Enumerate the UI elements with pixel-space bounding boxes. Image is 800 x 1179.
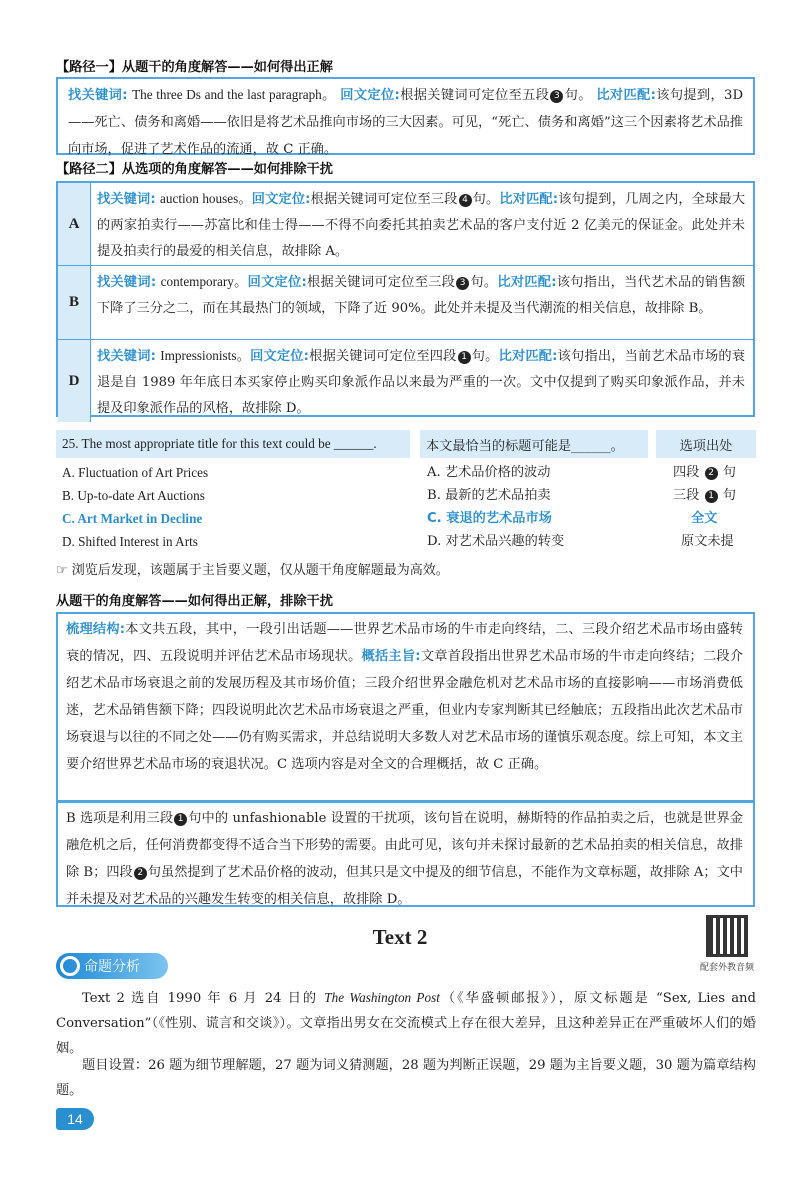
source-publication: The Washington Post (324, 990, 440, 1005)
sentence-number-badge: 2 (134, 867, 147, 880)
loc-text: 根据关键词可定位至四段 (308, 349, 457, 364)
kw-text: contemporary (160, 274, 234, 289)
loc-end: 句。 (472, 192, 500, 207)
loc-end: 句。 (471, 349, 499, 364)
match-label: 比对匹配: (498, 349, 558, 364)
kw-text: Impressionists (160, 348, 237, 363)
kw-end: 。 (321, 88, 336, 103)
row-content: 找关键词: auction houses。回文定位:根据关键词可定位至三段 4 句。比对匹配:该句提到，几周之内，全球最大的两家拍卖行——苏富比和佳士得——不得不向委托其拍卖艺术品的客户支付近 2 亿美元的保证金。此处并未提及拍卖行的最爱的相关信息，故排除 A。 (97, 191, 746, 259)
text2-intro-paragraph (56, 985, 756, 1061)
row-label: B (58, 265, 91, 339)
option-cn: B. 最新的艺术品拍卖 (427, 488, 551, 503)
elimination-box (56, 801, 755, 907)
match-label: 比对匹配: (497, 275, 557, 290)
page-number: 14 (56, 1108, 94, 1130)
row-label: D (58, 339, 91, 422)
loc-label: 回文定位: (247, 275, 307, 290)
row-label: A (58, 183, 91, 265)
search-icon (60, 956, 80, 976)
theme-label: 概括主旨: (361, 649, 421, 664)
match-label: 比对匹配: (499, 192, 559, 207)
match-text: 该句提到，3D——死亡、债务和离婚——依旧是将艺术品推向市场的三大因素。可见，“死亡、债务和离婚”这三个因素将艺术品推向市场，促进了艺术作品的流通，故 C 正确。 (68, 88, 744, 157)
loc-label: 回文定位: (251, 192, 311, 207)
intro-text-a: Text 2 选自 1990 年 6 月 24 日的 (82, 991, 325, 1006)
option-source-text: 三段 (673, 488, 700, 503)
intro-text-b: （《华盛顿邮报》），原文标题是 “Sex, Lies and Conversation”（《性别、谎言和交谈》）。文章指出男女在交流模式上存在很大差异，且这种差异正在严重破坏人们的婚姻。 (56, 991, 756, 1056)
match-text: 该句提到，几周之内，全球最大的两家拍卖行——苏富比和佳士得——不得不向委托其拍卖艺术品的客户支付近 2 亿美元的保证金。此处并未提及拍卖行的最爱的相关信息，故排除 A。 (97, 192, 746, 259)
option-en: D. Shifted Interest in Arts (62, 534, 198, 549)
struct-text: 本文共五段，其中，一段引出话题——世界艺术品市场的牛市走向终结，二、三段介绍艺术品市场由盛转衰的情况，四、五段说明并评估艺术品市场现状。 (66, 622, 743, 664)
sentence-number-badge: 4 (459, 194, 472, 207)
note-line (56, 559, 449, 583)
source-header: 选项出处 (656, 430, 756, 458)
loc-text: 根据关键词可定位至五段 (399, 88, 550, 103)
stem-section-header: 从题干的角度解答——如何得出正解，排除干扰 (56, 594, 333, 609)
option-en: A. Fluctuation of Art Prices (62, 465, 209, 480)
sentence-number-badge: 3 (456, 277, 469, 290)
kw-label: 找关键词: (97, 275, 157, 290)
loc-end: 句。 (470, 275, 498, 290)
pointing-hand-icon: ☞ (56, 563, 68, 578)
option-en: B. Up-to-date Art Auctions (62, 488, 205, 503)
kw-text: The three Ds and the last paragraph (132, 87, 322, 102)
path2-table (56, 181, 755, 417)
option-en-correct: C. Art Market in Decline (62, 511, 203, 526)
loc-text: 根据关键词可定位至三段 (306, 275, 456, 290)
option-source (673, 484, 736, 507)
elim-text-c: 句虽然提到了艺术品价格的波动，但其只是文中提及的细节信息，不能作为文章标题，故排除 A；文中并未提及对艺术品的兴趣发生转变的相关信息，故排除 D。 (66, 865, 743, 907)
row-content: 找关键词: Impressionists。回文定位:根据关键词可定位至四段 1 句。比对匹配:该句指出，当前艺术品市场的衰退是自 1989 年年底日本买家停止购买印象派作品以来最为严重的一次。文中仅提到了购买印象派作品，并未提及印象派作品的风格，故排除 D。 (91, 339, 753, 422)
match-text: 该句指出，当前艺术品市场的衰退是自 1989 年年底日本买家停止购买印象派作品以来最为严重的一次。文中仅提到了购买印象派作品，并未提及印象派作品的风格，故排除 D。 (97, 349, 746, 416)
loc-label: 回文定位: (340, 88, 400, 103)
sentence-number-badge: 2 (705, 467, 718, 480)
option-source: 原文未提 (681, 534, 734, 549)
sentence-number-badge: 3 (550, 90, 563, 103)
qr-label: 配套外教音频 (700, 963, 755, 973)
analysis-tag-label: 命题分析 (84, 959, 140, 975)
path2-header: 【路径二】从选项的角度解答——如何排除干扰 (56, 162, 333, 177)
structure-paragraph (66, 616, 743, 778)
loc-label: 回文定位: (250, 349, 309, 364)
elim-text-a: B 选项是利用三段 (66, 811, 174, 826)
text2-question-settings: 题目设置：26 题为细节理解题，27 题为词义猜测题，28 题为判断正误题，29 题为主旨要义题，30 题为篇章结构题。 (56, 1058, 756, 1098)
path1-header: 【路径一】从题干的角度解答——如何得出正解 (56, 60, 333, 75)
kw-text: auction houses (160, 191, 239, 206)
elim-text-b: 句中的 unfashionable 设置的干扰项，该句旨在说明，赫斯特的作品拍卖之后，也就是世界金融危机之后，任何消费都变得不适合当下形势的需要。由此可见，该句并未探讨最新的艺术品拍卖的相关信息，故排除 B；四段 (66, 811, 743, 880)
sentence-number-badge: 1 (705, 490, 718, 503)
option-source-correct: 全文 (691, 511, 718, 526)
theme-text: 文章首段指出世界艺术品市场的牛市走向终结；二段介绍艺术品市场衰退之前的发展历程及其市场价值；三段介绍世界金融危机对艺术品市场的直接影响——市场消费低迷，艺术品销售额下降；四段说明此次艺术品市场衰退之严重，但业内专家判断其已经触底；五段指出此次艺术品市场衰退与以往的不同之处——仍有购买需求，并总结说明大多数人对艺术品市场的谨慎乐观态度。综上可知，本文主要介绍世界艺术品市场的衰退状况。C 选项内容是对全文的合理概括，故 C 正确。 (66, 649, 744, 772)
match-label: 比对匹配: (596, 88, 656, 103)
option-cn-correct: C. 衰退的艺术品市场 (427, 511, 552, 526)
kw-label: 找关键词: (68, 88, 128, 103)
option-cn: A. 艺术品价格的波动 (427, 465, 551, 480)
note-text: 浏览后发现，该题属于主旨要义题，仅从题干角度解题最为高效。 (71, 563, 449, 578)
sentence-number-badge: 1 (174, 813, 187, 826)
analysis-tag (56, 953, 168, 979)
sentence-number-badge: 1 (458, 351, 471, 364)
option-cn: D. 对艺术品兴趣的转变 (427, 534, 565, 549)
question-stem: 25. The most appropriate title for this text could be ______. (56, 430, 410, 458)
elimination-paragraph (66, 805, 743, 913)
loc-end: 句。 (564, 88, 592, 103)
row-content: 找关键词: contemporary。回文定位:根据关键词可定位至三段 3 句。比对匹配:该句指出，当代艺术品的销售额下降了三分之二，而在其最热门的领域，下降了近 90%。此处并未提及当代潮流的相关信息，故排除 B。 (91, 265, 753, 339)
option-source-end: 句 (722, 488, 736, 503)
struct-label: 梳理结构: (66, 622, 126, 637)
section-title: Text 2 (372, 925, 428, 949)
path1-paragraph (68, 81, 743, 163)
question-stem-cn: 本文最恰当的标题可能是______。 (420, 430, 648, 458)
kw-label: 找关键词: (97, 192, 156, 207)
option-source-text: 四段 (673, 465, 700, 480)
option-source (673, 461, 736, 484)
structure-box (56, 612, 755, 802)
path1-box (56, 77, 755, 155)
qr-code[interactable] (706, 915, 748, 957)
match-text: 该句指出，当代艺术品的销售额下降了三分之二，而在其最热门的领域，下降了近 90%。此处并未提及当代潮流的相关信息，故排除 B。 (97, 275, 746, 316)
loc-text: 根据关键词可定位至三段 (310, 192, 458, 207)
kw-label: 找关键词: (97, 349, 156, 364)
option-source-end: 句 (722, 465, 736, 480)
